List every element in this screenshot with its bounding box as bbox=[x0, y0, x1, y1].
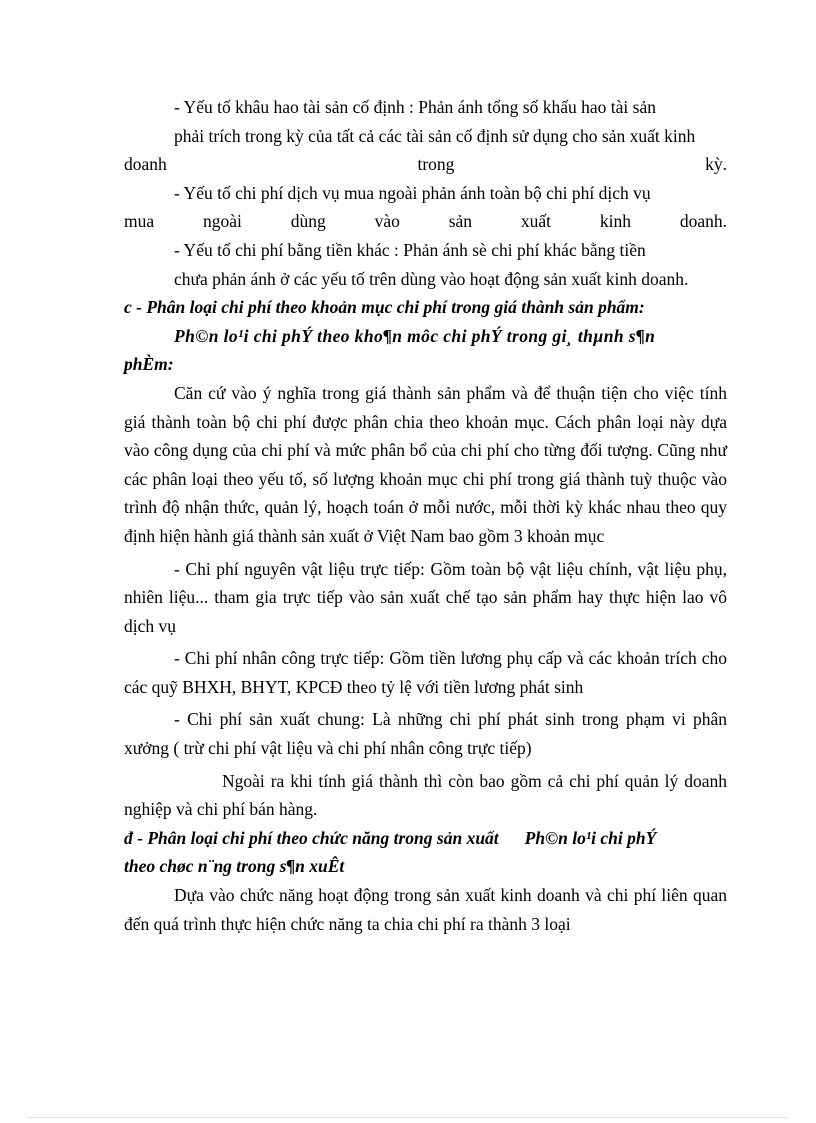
word: sản bbox=[448, 211, 473, 232]
heading-d-garbled-cont: theo chøc n¨ng trong s¶n xuÊt bbox=[124, 856, 345, 877]
text-line: - Yếu tố chi phí bằng tiền khác : Phản ánh sè chi phí khác bằng tiền bbox=[174, 239, 646, 260]
text-line: phải trích trong kỳ của tất cả các tài sản cố định sử dụng cho sản xuất kinh bbox=[174, 125, 696, 146]
word: ngoài bbox=[202, 211, 242, 232]
para-outsourced bbox=[124, 179, 727, 208]
page-bottom-border bbox=[28, 1117, 788, 1118]
word: doanh. bbox=[679, 211, 727, 232]
word: dùng bbox=[290, 211, 326, 232]
item-direct-materials: - Chi phí nguyên vật liệu trực tiếp: Gồm toàn bộ vật liệu chính, vật liệu phụ, nhiên liệu... tham gia trực tiếp vào sản xuất chế tạo sản phẩm hay thực hiện lao vô dịch vụ bbox=[124, 558, 727, 636]
text-line: - Yếu tố chi phí dịch vụ mua ngoài phản ánh toàn bộ chi phí dịch vụ bbox=[174, 182, 651, 203]
heading-c-garbled-cont: phÈm: bbox=[124, 354, 174, 375]
justified-line bbox=[124, 150, 727, 179]
heading-d bbox=[124, 824, 727, 853]
heading-d-garbled: Ph©n lo¹i chi phÝ bbox=[524, 827, 657, 848]
word: xuất bbox=[520, 211, 551, 232]
document-page bbox=[124, 93, 727, 938]
para-function: Dựa vào chức năng hoạt động trong sản xuất kinh doanh và chi phí liên quan đến quá trình thực hiện chức năng ta chia chi phí ra thành 3 loại bbox=[124, 885, 727, 934]
para-other-cash bbox=[124, 236, 727, 293]
heading-d-text: đ - Phân loại chi phí theo chức năng trong sản xuất bbox=[124, 827, 499, 848]
heading-c-garbled: Ph©n lo¹i chi phÝ theo kho¶n môc chi phÝ trong gi¸ thµnh s¶n bbox=[174, 325, 656, 346]
word: kỳ. bbox=[705, 154, 727, 175]
word: kinh bbox=[599, 211, 631, 232]
word: doanh bbox=[124, 154, 167, 175]
word: trong bbox=[417, 154, 455, 175]
item-overhead: - Chi phí sản xuất chung: Là những chi phí phát sinh trong phạm vi phân xưởng ( trừ chi phí vật liệu và chi phí nhân công trực tiếp) bbox=[124, 709, 727, 759]
heading-c: c - Phân loại chi phí theo khoản mục chi phí trong giá thành sản phẩm: bbox=[124, 297, 645, 318]
text-line: - Yếu tố khâu hao tài sản cố định : Phản ánh tổng số khấu hao tài sản bbox=[174, 97, 656, 117]
justified-line bbox=[124, 207, 727, 236]
para-depreciation bbox=[124, 93, 727, 150]
item-direct-labor: - Chi phí nhân công trực tiếp: Gồm tiền lương phụ cấp và các khoản trích cho các quỹ BHXH, BHYT, KPCĐ theo tỷ lệ với tiền lương phát sinh bbox=[124, 648, 727, 697]
word: mua bbox=[124, 211, 155, 232]
para-extra: Ngoài ra khi tính giá thành thì còn bao gồm cả chi phí quản lý doanh nghiệp và chi phí bán hàng. bbox=[124, 770, 727, 820]
word: vào bbox=[374, 211, 400, 232]
para-cost-items: Căn cứ vào ý nghĩa trong giá thành sản phẩm và để thuận tiện cho việc tính giá thành toàn bộ chi phí được phân chia theo khoản mục. Cách phân loại này dựa vào công dụng của chi phí và mức phân bổ của chi phí cho từng đối tượng. Cũng như các phân loại theo yếu tố, số lượng khoản mục chi phí trong giá thành tuỳ thuộc vào trình độ nhận thức, quản lý, hoạch toán ở mỗi nước, mỗi thời kỳ khác nhau theo quy định hiện hành giá thành sản xuất ở Việt Nam bao gồm 3 khoản mục bbox=[124, 382, 727, 546]
text-line: chưa phản ánh ở các yếu tố trên dùng vào hoạt động sản xuất kinh doanh. bbox=[174, 268, 689, 289]
